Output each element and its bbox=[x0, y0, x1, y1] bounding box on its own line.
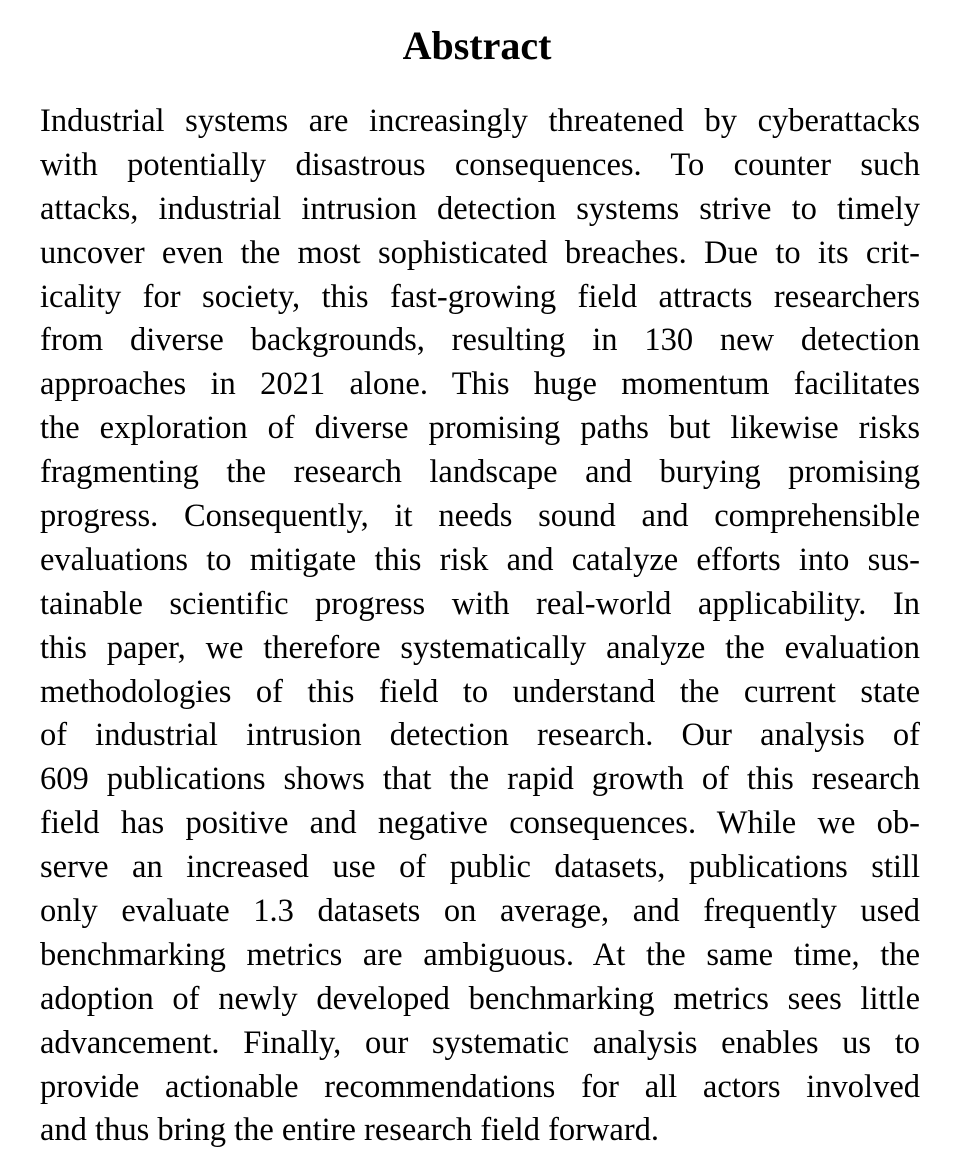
abstract-line-24: and thus bring the entire research field forward. bbox=[40, 1112, 660, 1149]
abstract-line-11: evaluations to mitigate this risk and catalyze efforts into sus- bbox=[40, 541, 920, 578]
abstract-line-13: this paper, we therefore systematically analyze the evaluation bbox=[40, 629, 920, 666]
abstract-line-17: field has positive and negative consequences. While we ob- bbox=[40, 805, 920, 842]
abstract-line-4: uncover even the most sophisticated breaches. Due to its crit- bbox=[40, 234, 920, 271]
abstract-line-6: from diverse backgrounds, resulting in 130 new detection bbox=[40, 322, 920, 359]
abstract-line-7: approaches in 2021 alone. This huge momentum facilitates bbox=[40, 366, 920, 403]
abstract-line-15: of industrial intrusion detection research. Our analysis of bbox=[40, 717, 920, 754]
abstract-line-3: attacks, industrial intrusion detection systems strive to timely bbox=[40, 190, 920, 227]
abstract-line-22: advancement. Finally, our systematic analysis enables us to bbox=[40, 1024, 920, 1061]
abstract-heading: Abstract bbox=[402, 23, 552, 68]
abstract-line-8: the exploration of diverse promising paths but likewise risks bbox=[40, 410, 920, 447]
abstract-line-18: serve an increased use of public datasets, publications still bbox=[40, 849, 920, 886]
abstract-line-1: Industrial systems are increasingly threatened by cyberattacks bbox=[40, 103, 920, 139]
abstract-line-16: 609 publications shows that the rapid growth of this research bbox=[40, 761, 920, 798]
abstract-line-21: adoption of newly developed benchmarking metrics sees little bbox=[40, 980, 920, 1017]
abstract-line-5: icality for society, this fast-growing field attracts researchers bbox=[40, 278, 920, 315]
abstract-line-20: benchmarking metrics are ambiguous. At the same time, the bbox=[40, 936, 920, 973]
abstract-line-12: tainable scientific progress with real-world applicability. In bbox=[40, 585, 920, 622]
abstract-line-23: provide actionable recommendations for all actors involved bbox=[40, 1068, 920, 1105]
abstract-line-10: progress. Consequently, it needs sound and comprehensible bbox=[40, 498, 920, 535]
abstract-body bbox=[40, 100, 920, 1153]
abstract-line-14: methodologies of this field to understand the current state bbox=[40, 673, 920, 710]
abstract-line-19: only evaluate 1.3 datasets on average, and frequently used bbox=[40, 893, 920, 930]
abstract-line-9: fragmenting the research landscape and burying promising bbox=[40, 454, 920, 491]
abstract-line-2: with potentially disastrous consequences. To counter such bbox=[40, 146, 920, 183]
